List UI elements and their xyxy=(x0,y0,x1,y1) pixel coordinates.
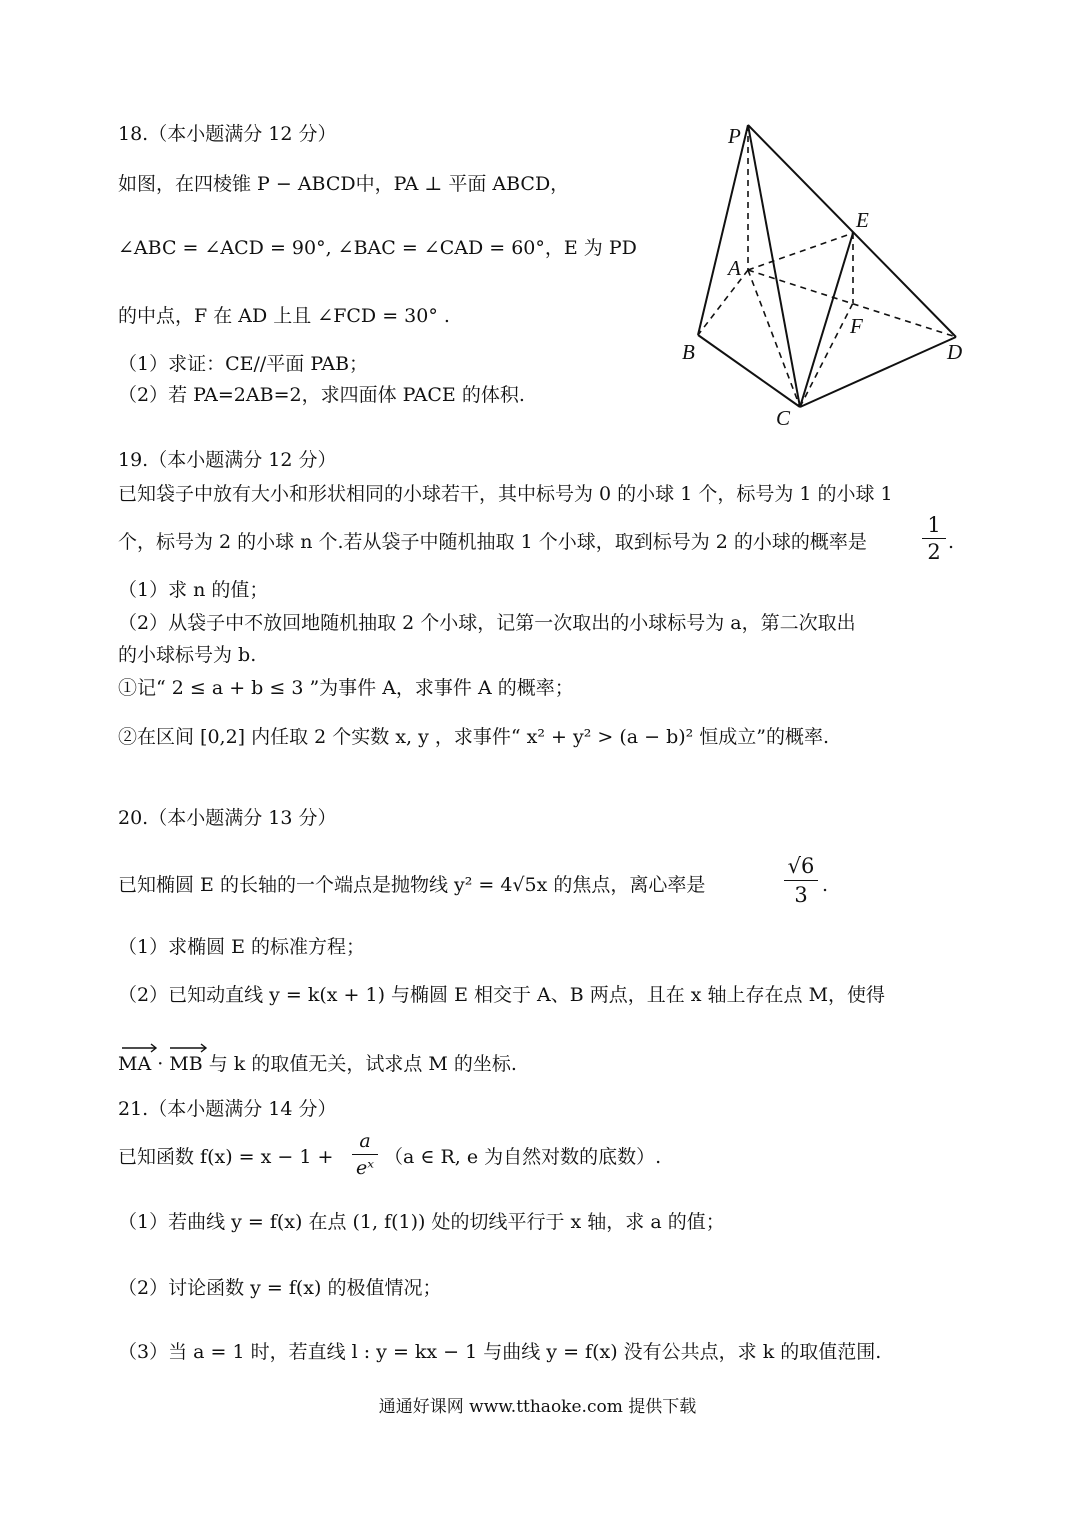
q18-line2: ∠ABC = ∠ACD = 90°, ∠BAC = ∠CAD = 60°，E 为 PD xyxy=(118,237,637,259)
label-E: E xyxy=(856,208,869,232)
q21-fraction xyxy=(352,1128,378,1181)
q19-part2-b: 的小球标号为 b. xyxy=(118,644,257,666)
q21-frac-den: eˣ xyxy=(356,1157,374,1179)
q19-part2-a: （2）从袋子中不放回地随机抽取 2 个小球，记第一次取出的小球标号为 a，第二次取出 xyxy=(118,612,856,634)
q21-part3: （3）当 a = 1 时，若直线 l : y = kx − 1 与曲线 y = f(x) 没有公共点，求 k 的取值范围. xyxy=(118,1341,882,1363)
q21-part2: （2）讨论函数 y = f(x) 的极值情况； xyxy=(118,1277,442,1299)
q20-part2-b: MA · MB 与 k 的取值无关，试求点 M 的坐标. xyxy=(118,1053,517,1075)
q19-frac-den: 2 xyxy=(927,540,941,564)
q19-line2: 个，标号为 2 的小球 n 个.若从袋子中随机抽取 1 个小球，取到标号为 2 的小球的概率是 xyxy=(118,531,867,553)
label-P: P xyxy=(728,124,741,148)
pyramid-diagram xyxy=(670,115,970,435)
label-C: C xyxy=(776,406,791,430)
q19-line1: 已知袋子中放有大小和形状相同的小球若干，其中标号为 0 的小球 1 个，标号为 1 的小球 1 xyxy=(118,483,893,505)
edge-BC xyxy=(698,335,800,407)
label-F: F xyxy=(850,314,863,338)
q20-part2-a: （2）已知动直线 y = k(x + 1) 与椭圆 E 相交于 A、B 两点，且在 x 轴上存在点 M，使得 xyxy=(118,984,886,1006)
edge-AC xyxy=(748,270,800,407)
footer-source: 通通好课网 www.tthaoke.com 提供下载 xyxy=(378,1397,697,1417)
edge-PB xyxy=(698,125,748,335)
q20-part1: （1）求椭圆 E 的标准方程； xyxy=(118,936,366,958)
q20-line1: 已知椭圆 E 的长轴的一个端点是抛物线 y² = 4√5x 的焦点，离心率是 xyxy=(118,874,706,896)
q18-part2: （2）若 PA=2AB=2，求四面体 PACE 的体积. xyxy=(118,384,525,406)
label-A: A xyxy=(728,256,741,280)
vector-arrows xyxy=(120,1038,210,1048)
q19-title: 19.（本小题满分 12 分） xyxy=(118,449,337,471)
q19-fraction xyxy=(922,512,946,565)
q20-frac-den: 3 xyxy=(794,883,808,907)
q19-line2-end: . xyxy=(948,531,955,553)
edge-AE xyxy=(748,233,853,270)
label-D: D xyxy=(947,340,963,364)
edge-PC xyxy=(748,125,800,407)
q18-line1: 如图，在四棱锥 P − ABCD中，PA ⊥ 平面 ABCD， xyxy=(118,173,570,195)
q21-line1-pre: 已知函数 f(x) = x − 1 + xyxy=(118,1146,334,1168)
q19-sub1: ①记“ 2 ≤ a + b ≤ 3 ”为事件 A，求事件 A 的概率； xyxy=(118,677,574,699)
q20-frac-num: √6 xyxy=(784,852,818,881)
q20-title: 20.（本小题满分 13 分） xyxy=(118,807,337,829)
q20-line1-end: . xyxy=(822,874,829,896)
q19-frac-num: 1 xyxy=(922,512,946,539)
q21-frac-num: a xyxy=(352,1128,378,1155)
q21-title: 21.（本小题满分 14 分） xyxy=(118,1098,337,1120)
q21-line1-post: （a ∈ R, e 为自然对数的底数）. xyxy=(384,1146,662,1168)
q18-part1: （1）求证：CE//平面 PAB； xyxy=(118,353,369,375)
edge-CE xyxy=(800,233,853,407)
q19-sub2: ②在区间 [0,2] 内任取 2 个实数 x, y ，求事件“ x² + y² > (a − b)² 恒成立”的概率. xyxy=(118,726,830,748)
q18-line3: 的中点，F 在 AD 上且 ∠FCD = 30° . xyxy=(118,305,450,327)
q19-part1: （1）求 n 的值； xyxy=(118,579,269,601)
q21-part1: （1）若曲线 y = f(x) 在点 (1, f(1)) 处的切线平行于 x 轴，求 a 的值； xyxy=(118,1211,725,1233)
q20-fraction xyxy=(784,852,818,909)
label-B: B xyxy=(682,340,695,364)
q18-title: 18.（本小题满分 12 分） xyxy=(118,123,337,145)
edge-CD xyxy=(800,337,956,407)
